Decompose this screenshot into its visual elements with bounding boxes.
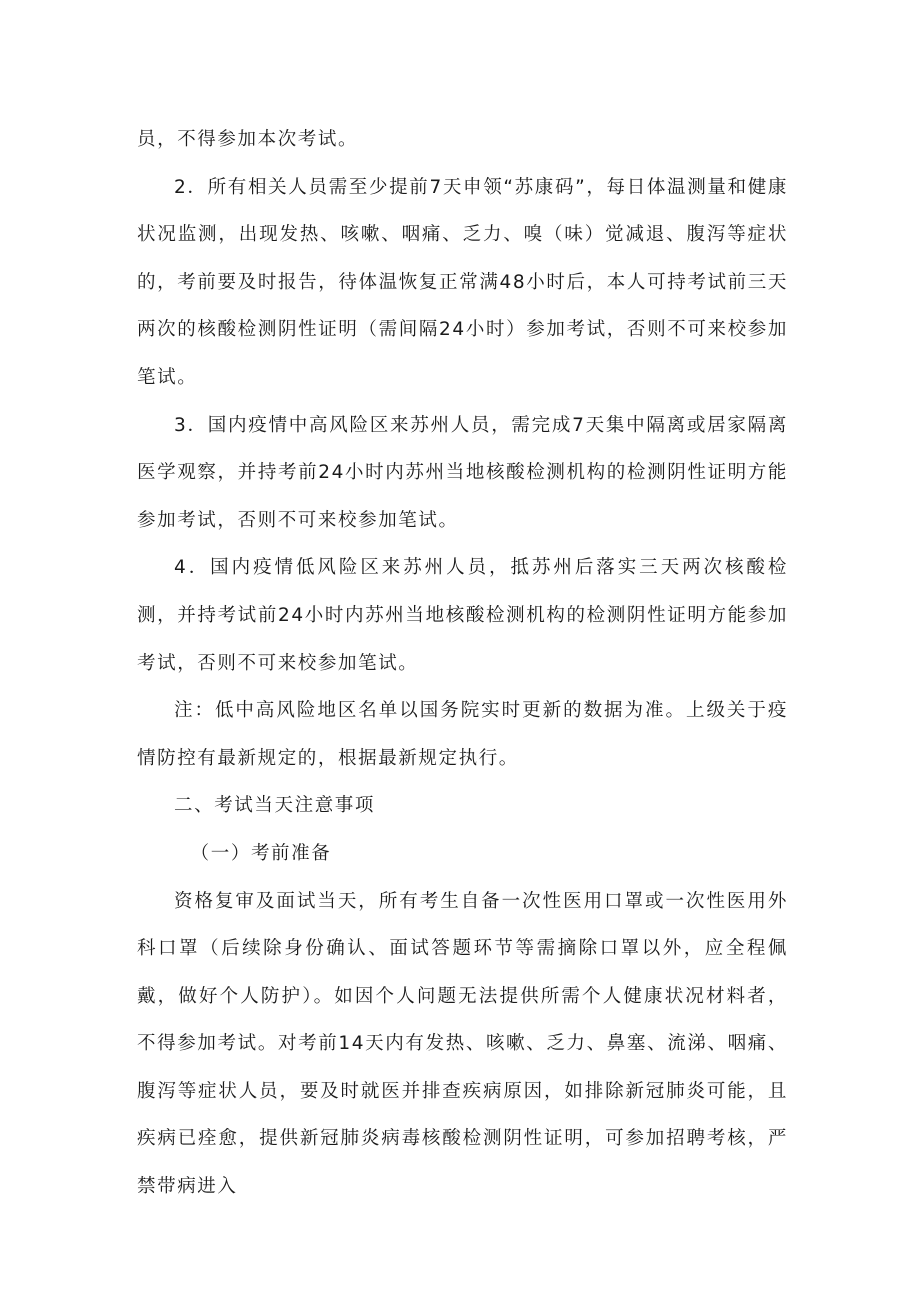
paragraph-continuation: 员，不得参加本次考试。 [137,129,359,150]
section-heading-2: 二、考试当天注意事项 [174,795,376,817]
paragraph-item-3: 3．国内疫情中高风险区来苏州人员，需完成7天集中隔离或居家隔离医学观察，并持考前24小时内苏州当地核酸检测机构的检测阴性证明方能参加考试，否则不可来校参加笔试。 [137,414,788,531]
paragraph-item-2: 2．所有相关人员需至少提前7天申领“苏康码”，每日体温测量和健康状况监测，出现发热、咳嗽、咽痛、乏力、嗅（味）觉减退、腹泻等症状的，考前要及时报告，待体温恢复正常满48小时后，本人可持考试前三天两次的核酸检测阴性证明（需间隔24小时）参加考试，否则不可来校参加笔试。 [137,176,788,388]
subsection-heading-1: （一）考前准备 [190,842,332,864]
paragraph-note: 注：低中高风险地区名单以国务院实时更新的数据为准。上级关于疫情防控有最新规定的，根据最新规定执行。 [137,700,788,769]
paragraph-preparation: 资格复审及面试当天，所有考生自备一次性医用口罩或一次性医用外科口罩（后续除身份确认、面试答题环节等需摘除口罩以外，应全程佩戴，做好个人防护）。如因个人问题无法提供所需个人健康状况材料者，不得参加考试。对考前14天内有发热、咳嗽、乏力、鼻塞、流涕、咽痛、腹泻等症状人员，要及时就医并排查疾病原因，如排除新冠肺炎可能，且疾病已痊愈，提供新冠肺炎病毒核酸检测阴性证明，可参加招聘考核，严禁带病进入 [137,890,788,1198]
paragraph-item-4: 4．国内疫情低风险区来苏州人员，抵苏州后落实三天两次核酸检测，并持考试前24小时内苏州当地核酸检测机构的检测阴性证明方能参加考试，否则不可来校参加笔试。 [137,557,788,674]
